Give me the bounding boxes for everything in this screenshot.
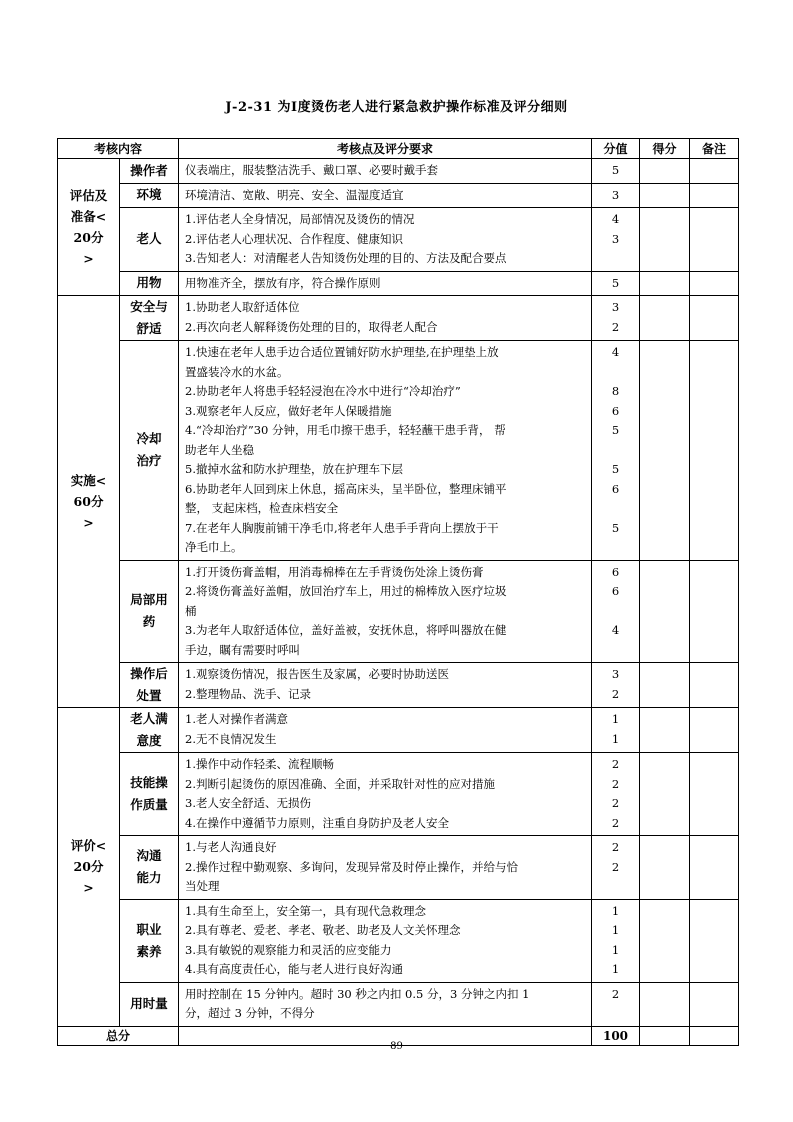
criteria-line: 2.协助老年人将患手轻轻浸泡在冷水中进行“冷却治疗”: [185, 384, 461, 398]
table-row: [58, 159, 739, 184]
score-value: 5: [611, 275, 620, 290]
criteria-line: 2.再次向老人解释烫伤处理的目的，取得老人配合: [185, 319, 438, 334]
criteria-line: 仪表端庄，服装整洁洗手、戴口罩、必要时戴手套: [185, 163, 439, 177]
score-cell: [592, 271, 640, 296]
criteria-line: 3.观察老年人反应，做好老年人保暖措施: [185, 403, 392, 418]
criteria-line: 6.协助老年人回到床上休息，摇高床头，呈半卧位，整理床铺平: [185, 481, 507, 496]
score-value: 3: [611, 187, 620, 202]
score-cell: [592, 208, 640, 272]
score-cell: [592, 183, 640, 208]
table-row: [58, 183, 739, 208]
criteria-cell: [179, 159, 592, 184]
got-cell: [640, 982, 690, 1026]
score-value: 1: [611, 712, 620, 726]
criteria-cell: [179, 982, 592, 1026]
section-assess: [58, 159, 120, 296]
criteria-line: 1.与老人沟通良好: [185, 840, 277, 854]
table-row: [58, 836, 739, 900]
criteria-cell: [179, 560, 592, 663]
sub-label-text: 老人满意度: [130, 711, 168, 748]
header-got: 得分: [640, 139, 690, 159]
got-cell: [640, 208, 690, 272]
sub-label-text: 安全与舒适: [130, 299, 168, 336]
score-value: 4: [611, 623, 620, 637]
table-row: [58, 341, 739, 561]
criteria-line: 整， 支起床档，检查床档安全: [185, 501, 339, 515]
criteria-line: 1.观察烫伤情况，报告医生及家属，必要时协助送医: [185, 667, 449, 681]
got-cell: [640, 341, 690, 561]
criteria-line: 3.具有敏锐的观察能力和灵活的应变能力: [185, 942, 392, 957]
sub-label-text: 沟通能力: [136, 848, 162, 886]
remark-cell: [690, 271, 739, 296]
criteria-line: 用物准齐全，摆放有序，符合操作原则: [185, 275, 381, 290]
sub-label-text: 局部用药: [130, 592, 168, 630]
sub-label: [120, 836, 179, 900]
sub-label: [120, 708, 179, 753]
score-value: 5: [611, 163, 620, 177]
got-cell: [640, 899, 690, 982]
sub-label: [120, 341, 179, 561]
got-cell: [640, 560, 690, 663]
criteria-line: 3.为老年人取舒适体位，盖好盖被，安抚休息，将呼叫器放在健: [185, 623, 507, 637]
score-cell: [592, 341, 640, 561]
criteria-line: 用时控制在 15 分钟内。超时 30 秒之内扣 0.5 分，3 分钟之内扣 1: [185, 986, 530, 1001]
criteria-line: 2.将烫伤膏盖好盖帽，放回治疗车上，用过的棉棒放入医疗垃圾: [185, 584, 507, 598]
score-value: 1: [611, 962, 620, 976]
total-score: 100: [592, 1026, 640, 1045]
score-value: [592, 538, 639, 558]
score-cell: [592, 560, 640, 663]
remark-cell: [690, 296, 739, 341]
header-score: 分值: [592, 139, 640, 159]
score-value: 3: [611, 300, 620, 314]
sub-label-text: 操作后处置: [130, 666, 168, 703]
criteria-line: 4.具有高度责任心，能与老人进行良好沟通: [185, 962, 403, 976]
criteria-cell: [179, 208, 592, 272]
score-value: [592, 249, 639, 269]
criteria-line: 净毛巾上。: [185, 540, 243, 554]
criteria-cell: [179, 708, 592, 753]
criteria-line: 2.整理物品、洗手、记录: [185, 686, 311, 701]
score-value: 5: [611, 423, 620, 437]
score-value: 6: [611, 403, 620, 418]
criteria-line: 5.撤掉水盆和防水护理垫，放在护理车下层: [185, 462, 403, 476]
table-row: [58, 982, 739, 1026]
sub-label-text: 技能操作质量: [130, 775, 168, 812]
header-row: [58, 139, 739, 159]
table-row: [58, 208, 739, 272]
score-value: 2: [611, 796, 620, 810]
score-value: [592, 441, 639, 461]
sub-label-text: 冷却治疗: [136, 431, 162, 469]
section-assess-label: 评估及准备<20分>: [69, 188, 108, 266]
got-cell: [640, 753, 690, 836]
sub-label: 操作者: [120, 159, 179, 184]
section-eval-label: 评价<20分>: [70, 838, 107, 896]
score-cell: [592, 296, 640, 341]
score-cell: [592, 836, 640, 900]
score-cell: [592, 663, 640, 708]
criteria-cell: [179, 663, 592, 708]
score-value: [592, 877, 639, 897]
score-value: 2: [611, 815, 620, 830]
score-value: [592, 363, 639, 383]
table-row: [58, 271, 739, 296]
criteria-line: 2.具有尊老、爱老、孝老、敬老、助老及人文关怀理念: [185, 923, 461, 937]
page-number: 89: [390, 1041, 403, 1052]
got-cell: [640, 159, 690, 184]
got-cell: [640, 836, 690, 900]
remark-cell: [690, 341, 739, 561]
criteria-line: 2.评估老人心理状况、合作程度、健康知识: [185, 231, 403, 246]
got-cell: [640, 708, 690, 753]
remark-cell: [690, 208, 739, 272]
score-value: 6: [611, 564, 620, 579]
criteria-cell: [179, 836, 592, 900]
scoring-table: [57, 138, 739, 1046]
table-row: [58, 753, 739, 836]
score-value: 1: [611, 903, 620, 918]
criteria-cell: [179, 296, 592, 341]
score-value: 2: [611, 319, 620, 334]
remark-cell: [690, 183, 739, 208]
score-value: 3: [611, 231, 620, 246]
score-cell: [592, 708, 640, 753]
score-value: 2: [611, 859, 620, 874]
sub-label: 用时量: [120, 982, 179, 1026]
table-row: [58, 899, 739, 982]
criteria-line: 2.判断引起烫伤的原因准确、全面，并采取针对性的应对措施: [185, 776, 495, 791]
score-cell: [592, 159, 640, 184]
table-row: [58, 708, 739, 753]
sub-label: 环境: [120, 183, 179, 208]
sub-label: 用物: [120, 271, 179, 296]
criteria-line: 环境清洁、宽敞、明亮、安全、温湿度适宜: [185, 187, 404, 202]
criteria-line: 7.在老年人胸腹前铺干净毛巾,将老年人患手手背向上摆放于干: [185, 520, 499, 535]
score-value: 2: [611, 757, 620, 771]
criteria-line: 1.快速在老年人患手边合适位置铺好防水护理垫,在护理垫上放: [185, 345, 499, 359]
criteria-cell: [179, 183, 592, 208]
score-value: 2: [611, 986, 620, 1001]
remark-cell: [690, 159, 739, 184]
header-content: 考核内容: [58, 139, 179, 159]
sub-label: [120, 753, 179, 836]
criteria-cell: [179, 341, 592, 561]
score-cell: [592, 753, 640, 836]
criteria-line: 分，超过 3 分钟，不得分: [185, 1006, 315, 1020]
score-value: [592, 641, 639, 661]
criteria-line: 4.在操作中遵循节力原则，注重自身防护及老人安全: [185, 815, 449, 830]
criteria-cell: [179, 899, 592, 982]
got-cell: [640, 183, 690, 208]
remark-cell: [690, 836, 739, 900]
criteria-line: 3.老人安全舒适、无损伤: [185, 796, 311, 810]
score-value: 1: [611, 942, 620, 957]
score-value: 2: [611, 840, 620, 854]
remark-cell: [690, 663, 739, 708]
section-impl-label: 实施<60分>: [70, 473, 107, 530]
header-points: 考核点及评分要求: [179, 139, 592, 159]
criteria-line: 1.具有生命至上，安全第一，具有现代急救理念: [185, 903, 426, 918]
table-row: [58, 560, 739, 663]
score-cell: [592, 899, 640, 982]
criteria-line: 助老年人坐稳: [185, 442, 255, 457]
section-eval: [58, 708, 120, 1027]
criteria-line: 桶: [185, 603, 197, 618]
remark-cell: [690, 560, 739, 663]
header-remark: 备注: [690, 139, 739, 159]
criteria-cell: [179, 753, 592, 836]
criteria-line: 2.操作过程中勤观察、多询问，发现异常及时停止操作，并给与恰: [185, 859, 518, 874]
remark-cell: [690, 982, 739, 1026]
remark-cell: [690, 899, 739, 982]
score-value: 1: [611, 923, 620, 937]
criteria-line: 2.无不良情况发生: [185, 731, 277, 746]
page-title: J-2-31 为Ⅰ度烫伤老人进行紧急救护操作标准及评分细则: [225, 100, 568, 115]
score-value: 1: [611, 731, 620, 746]
criteria-cell: [179, 271, 592, 296]
criteria-line: 1.老人对操作者满意: [185, 712, 288, 726]
score-value: 5: [611, 462, 620, 476]
criteria-line: 手边，瞩有需要时呼叫: [185, 642, 301, 657]
sub-label: [120, 560, 179, 663]
criteria-line: 4.“冷却治疗”30 分钟，用毛巾擦干患手，轻轻蘸干患手背， 帮: [185, 423, 506, 437]
criteria-line: 置盛装冷水的水盆。: [185, 364, 289, 379]
score-value: 2: [611, 686, 620, 701]
criteria-line: 3.告知老人：对清醒老人告知烫伤处理的目的、方法及配合要点: [185, 251, 507, 265]
score-value: 3: [611, 667, 620, 681]
criteria-line: 1.评估老人全身情况，局部情况及烫伤的情况: [185, 212, 415, 226]
got-cell: [640, 663, 690, 708]
remark-cell: [690, 753, 739, 836]
score-value: 4: [611, 212, 620, 226]
sub-label: [120, 663, 179, 708]
criteria-line: 当处理: [185, 879, 220, 893]
sub-label-text: 职业素养: [136, 921, 162, 959]
sub-label: 老人: [120, 208, 179, 272]
remark-cell: [690, 708, 739, 753]
table-row: [58, 663, 739, 708]
score-value: 2: [611, 776, 620, 791]
score-value: [592, 499, 639, 519]
total-label: 总分: [58, 1026, 179, 1045]
criteria-line: 1.操作中动作轻柔、流程顺畅: [185, 757, 334, 771]
got-cell: [640, 296, 690, 341]
sub-label: [120, 899, 179, 982]
score-value: 6: [611, 584, 620, 598]
score-value: [592, 602, 639, 622]
score-value: 4: [611, 345, 620, 359]
score-cell: [592, 982, 640, 1026]
score-value: 6: [611, 481, 620, 496]
section-impl: [58, 296, 120, 708]
score-value: [592, 1004, 639, 1024]
got-cell: [640, 271, 690, 296]
criteria-line: 1.打开烫伤膏盖帽，用消毒棉棒在左手背烫伤处涂上烫伤膏: [185, 564, 484, 579]
score-value: 5: [611, 520, 620, 535]
table-row: [58, 296, 739, 341]
score-value: 8: [611, 384, 620, 398]
sub-label: [120, 296, 179, 341]
criteria-line: 1.协助老人取舒适体位: [185, 300, 300, 314]
